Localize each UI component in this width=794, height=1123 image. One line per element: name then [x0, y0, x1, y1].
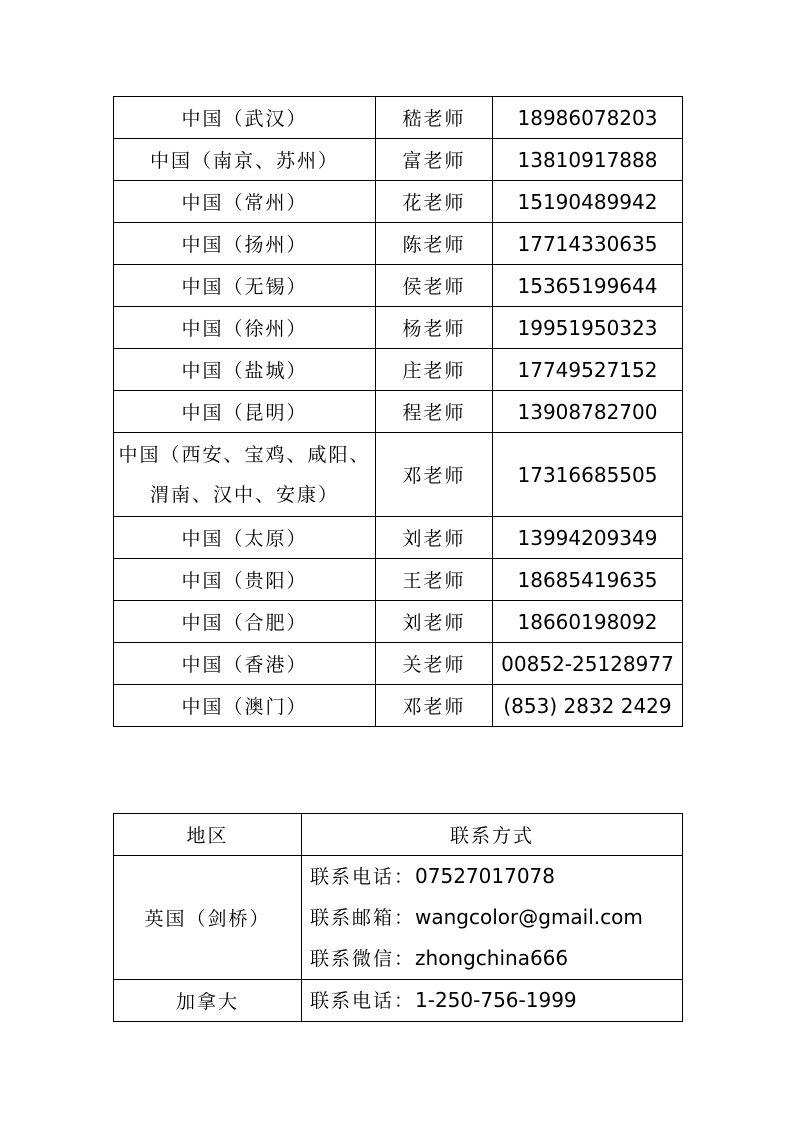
teacher-cell: 程老师	[376, 391, 493, 433]
teacher-cell: 王老师	[376, 559, 493, 601]
table-row	[114, 559, 683, 601]
china-contacts-table	[113, 96, 683, 727]
table-row	[114, 181, 683, 223]
region-cell: 中国（武汉）	[114, 97, 376, 139]
teacher-cell: 陈老师	[376, 223, 493, 265]
table-row	[114, 391, 683, 433]
phone-cell: 13994209349	[493, 517, 683, 559]
table-row	[114, 685, 683, 727]
contact-cell	[302, 980, 683, 1022]
email-label: 联系邮箱：	[310, 907, 416, 929]
region-cell: 中国（常州）	[114, 181, 376, 223]
region-cell: 中国（无锡）	[114, 265, 376, 307]
wechat-line	[310, 938, 682, 979]
region-line: 中国（西安、宝鸡、咸阳、	[118, 443, 371, 466]
teacher-cell: 嵇老师	[376, 97, 493, 139]
region-cell	[114, 433, 376, 517]
phone-label: 联系电话：	[310, 990, 416, 1012]
wechat-label: 联系微信：	[310, 948, 416, 970]
region-cell: 中国（太原）	[114, 517, 376, 559]
table-row	[114, 856, 683, 980]
phone-line	[310, 980, 682, 1021]
teacher-cell: 花老师	[376, 181, 493, 223]
teacher-cell: 关老师	[376, 643, 493, 685]
phone-cell: 18986078203	[493, 97, 683, 139]
contact-header: 联系方式	[302, 814, 683, 856]
teacher-cell: 庄老师	[376, 349, 493, 391]
phone-cell: 18660198092	[493, 601, 683, 643]
region-cell: 中国（盐城）	[114, 349, 376, 391]
table-row	[114, 223, 683, 265]
phone-cell: 19951950323	[493, 307, 683, 349]
phone-cell: 15190489942	[493, 181, 683, 223]
phone-cell: 13810917888	[493, 139, 683, 181]
email-value: wangcolor@gmail.com	[415, 905, 643, 929]
overseas-contacts-table	[113, 813, 683, 1022]
table-row	[114, 349, 683, 391]
region-cell: 中国（香港）	[114, 643, 376, 685]
phone-cell: 00852-25128977	[493, 643, 683, 685]
phone-value: 1-250-756-1999	[415, 988, 577, 1012]
region-line: 渭南、汉中、安康）	[149, 483, 339, 506]
table-row	[114, 139, 683, 181]
region-cell: 中国（徐州）	[114, 307, 376, 349]
phone-cell: 17316685505	[493, 433, 683, 517]
teacher-cell: 邓老师	[376, 685, 493, 727]
table-header-row	[114, 814, 683, 856]
table-row	[114, 307, 683, 349]
region-cell: 加拿大	[114, 980, 302, 1022]
region-cell: 中国（澳门）	[114, 685, 376, 727]
teacher-cell: 刘老师	[376, 517, 493, 559]
table-row	[114, 517, 683, 559]
table-row	[114, 97, 683, 139]
region-cell: 英国（剑桥）	[114, 856, 302, 980]
region-cell: 中国（昆明）	[114, 391, 376, 433]
phone-cell: 15365199644	[493, 265, 683, 307]
table-row	[114, 601, 683, 643]
phone-cell: 17749527152	[493, 349, 683, 391]
teacher-cell: 邓老师	[376, 433, 493, 517]
phone-value: 07527017078	[415, 864, 555, 888]
teacher-cell: 富老师	[376, 139, 493, 181]
region-cell: 中国（扬州）	[114, 223, 376, 265]
phone-cell: 18685419635	[493, 559, 683, 601]
teacher-cell: 侯老师	[376, 265, 493, 307]
region-cell: 中国（贵阳）	[114, 559, 376, 601]
table-row	[114, 643, 683, 685]
phone-cell: (853) 2832 2429	[493, 685, 683, 727]
email-line	[310, 897, 682, 938]
teacher-cell: 杨老师	[376, 307, 493, 349]
table-row	[114, 980, 683, 1022]
phone-label: 联系电话：	[310, 866, 416, 888]
teacher-cell: 刘老师	[376, 601, 493, 643]
region-header: 地区	[114, 814, 302, 856]
phone-line	[310, 856, 682, 897]
phone-cell: 17714330635	[493, 223, 683, 265]
region-cell: 中国（南京、苏州）	[114, 139, 376, 181]
wechat-value: zhongchina666	[415, 946, 569, 970]
region-cell: 中国（合肥）	[114, 601, 376, 643]
table-row	[114, 433, 683, 517]
phone-cell: 13908782700	[493, 391, 683, 433]
table-row	[114, 265, 683, 307]
contact-cell	[302, 856, 683, 980]
